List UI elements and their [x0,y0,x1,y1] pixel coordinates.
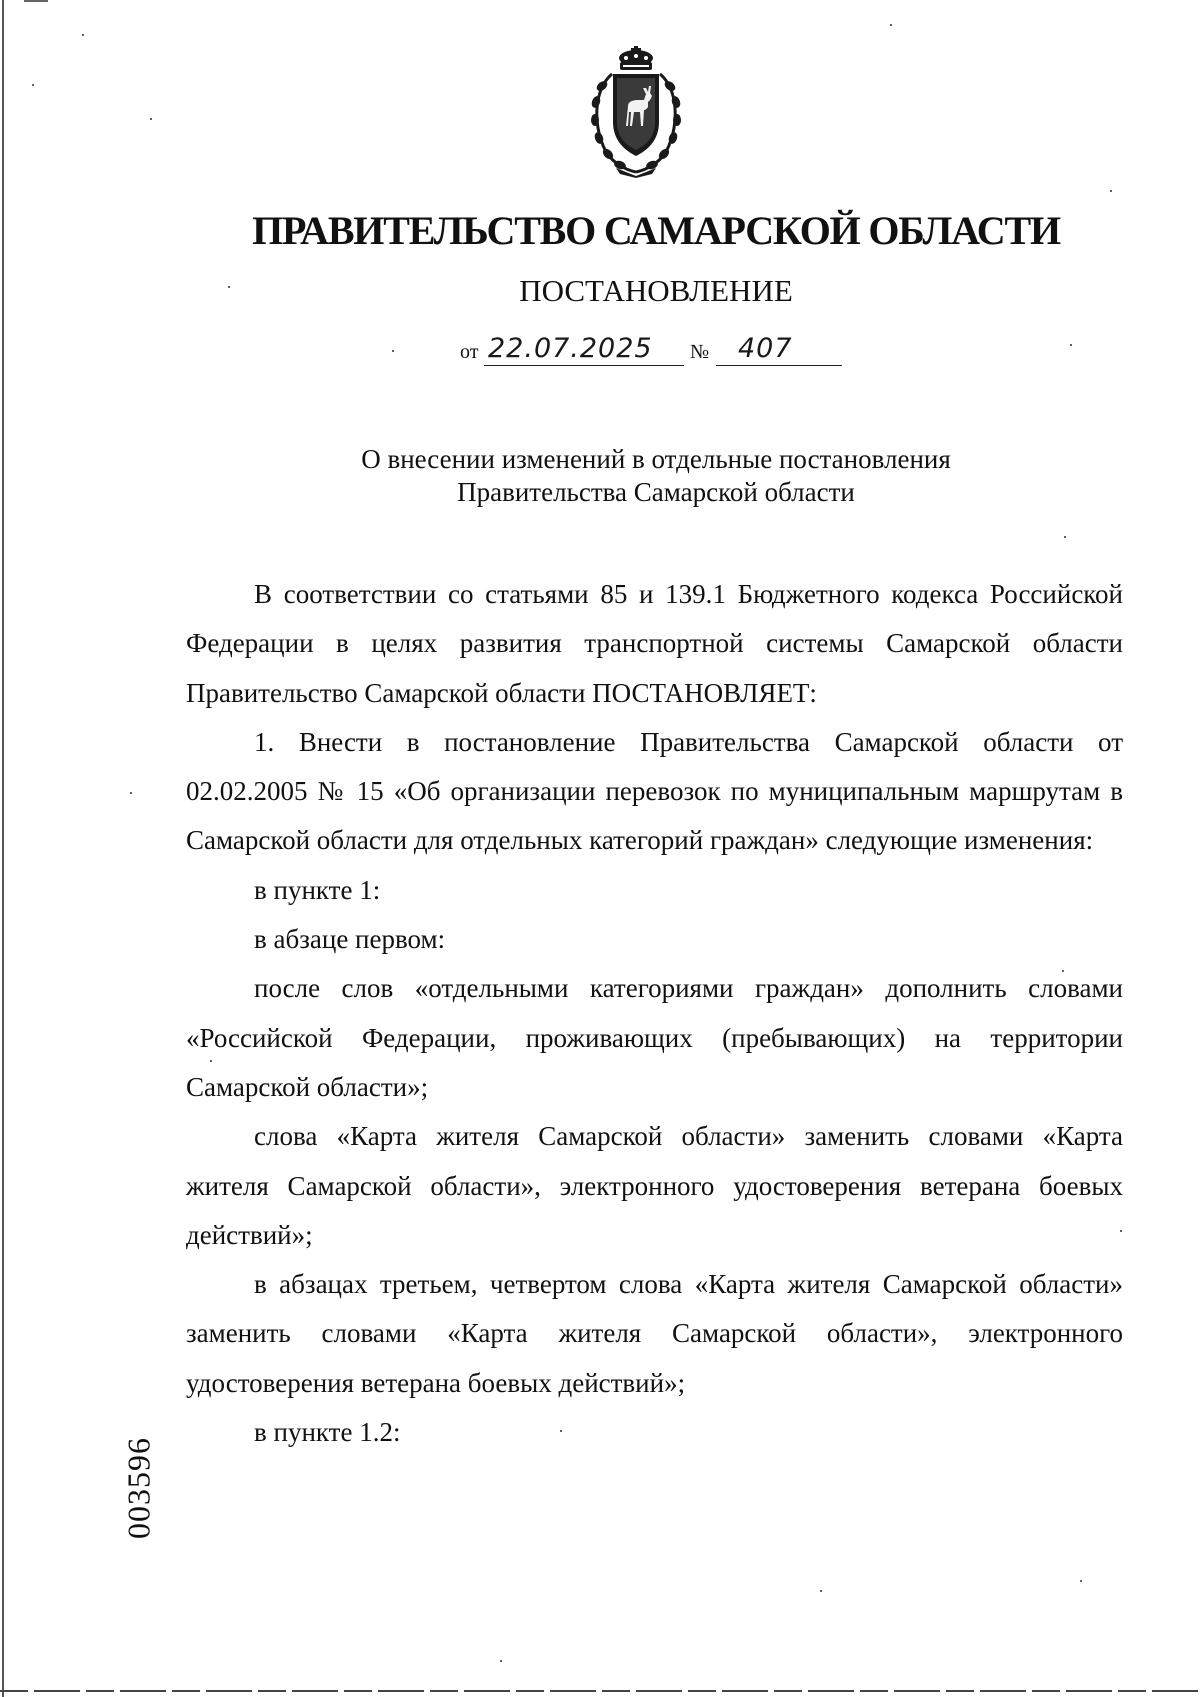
paragraph-point-1-2: в пункте 1.2: [254,1417,401,1448]
scan-speck [130,792,132,794]
scan-speck [500,1660,502,1662]
paragraph-item-1: 1. Внести в постановление Правительства Самарской области от 02.02.2005 № 15 «Об организации перевозок по муниципальным маршрутам в Самарской области для отдельных категорий граждан» следующие изменения: [186,726,1123,856]
date-from-label: от [460,341,479,363]
paragraph-words-replace: слова «Карта жителя Самарской области» заменить словами «Карта жителя Самарской области», электронного удостоверения ветерана боевых действий»; [186,1121,1123,1250]
paragraph-point-1: в пункте 1: [254,874,381,905]
scan-edge-bottom [0,1690,1200,1692]
scan-speck [210,1060,212,1062]
handwritten-date: 22.07.2025 [488,333,653,364]
scan-speck [32,84,34,86]
date-underline [484,365,684,367]
handwritten-number: 407 [738,333,793,364]
scan-speck [890,24,892,26]
scan-speck [150,118,152,120]
paragraph-third-fourth: в абзацах третьем, четвертом слова «Карта жителя Самарской области» заменить словами «Карта жителя Самарской области», электронного удостоверения ветерана боевых действий»; [186,1269,1123,1398]
date-number-line [458,330,858,368]
scan-speck [1120,1230,1122,1232]
scan-speck [228,286,230,288]
scan-speck [82,34,84,36]
scan-speck [820,1590,822,1592]
scan-edge-left [2,0,4,1697]
scan-speck [1070,344,1072,346]
scan-speck [392,350,394,352]
number-label: № [690,341,710,363]
scan-speck [560,1430,562,1432]
samara-region-coat-of-arms-icon [586,44,686,178]
scan-speck [1110,190,1112,192]
paragraph-after-words: после слов «отдельными категориями граждан» дополнить словами «Российской Федерации, проживающих (пребывающих) на территории Самарской области»; [186,973,1123,1102]
subject-line-1: О внесении изменений в отдельные постановления [361,444,951,474]
margin-serial-number: 003596 [120,1437,157,1539]
scan-speck [1080,1580,1082,1582]
paragraph-first-subparagraph: в абзаце первом: [254,924,446,955]
organization-title: ПРАВИТЕЛЬСТВО САМАРСКОЙ ОБЛАСТИ [252,208,1060,253]
scan-speck [1062,970,1064,972]
number-underline [716,365,842,367]
subject-line-2: Правительства Самарской области [457,477,855,507]
scan-edge-top [24,0,48,2]
document-body [186,570,1123,1457]
document-type: ПОСТАНОВЛЕНИЕ [519,273,793,308]
document-subject [0,443,1200,509]
scan-speck [1064,536,1066,538]
paragraph-preamble: В соответствии со статьями 85 и 139.1 Бюджетного кодекса Российской Федерации в целях развития транспортной системы Самарской области Правительство Самарской области ПОСТАНОВЛЯЕТ: [186,579,1123,708]
